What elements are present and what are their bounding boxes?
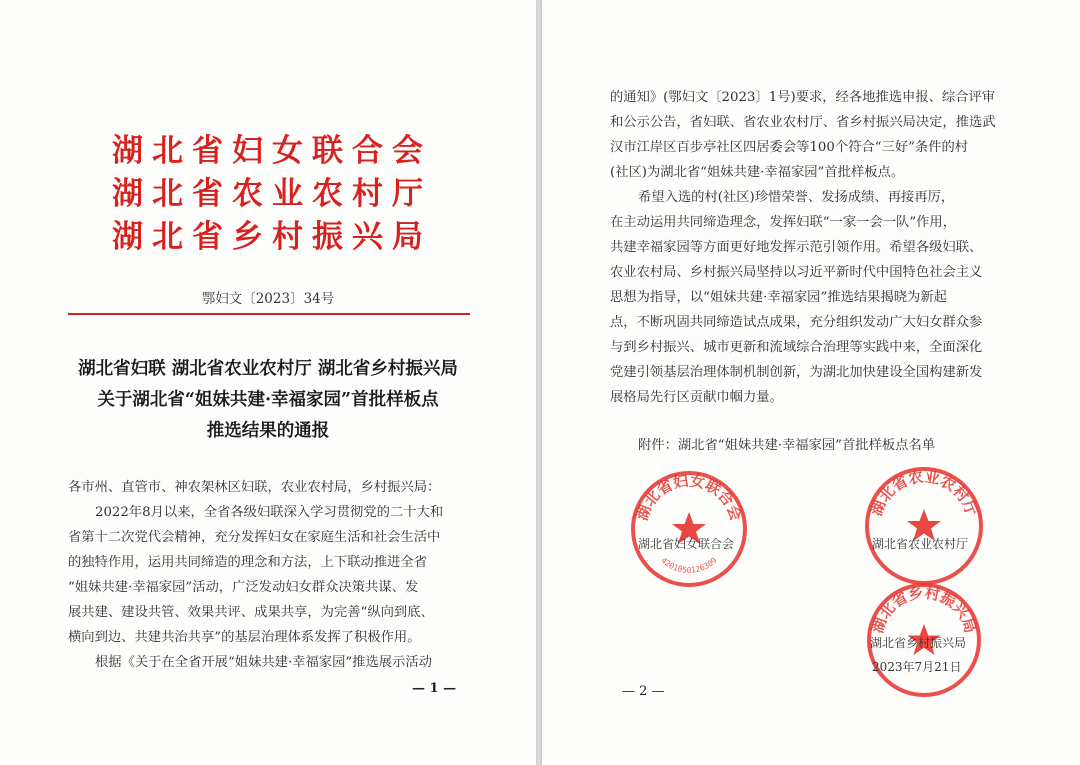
body-line: 农业农村局、乡村振兴局坚持以习近平新时代中国特色社会主义 [610, 265, 983, 280]
issuer-header [112, 130, 432, 259]
body-line: (社区)为湖北省“姐妹共建·幸福家园”首批样板点。 [610, 165, 905, 180]
body-line: 的通知》(鄂妇文〔2023〕1号)要求，经各地推选申报、综合评审 [610, 90, 996, 105]
header-line-3: 湖北省乡村振兴局 [112, 219, 432, 255]
addressee: 各市州、直管市、神农架林区妇联，农业农村局，乡村振兴局： [68, 480, 441, 495]
body-line: 思想为指导，以“姐妹共建·幸福家园”推选结果揭晓为新起 [610, 290, 947, 305]
signature-rural-revitalization: 湖北省乡村振兴局 [870, 636, 967, 650]
page-number: — 2 — [622, 684, 665, 699]
title-line-3: 推选结果的通报 [206, 421, 330, 441]
signature-womens-federation: 湖北省妇女联合会 [638, 537, 735, 551]
womens-federation-seal [628, 468, 750, 590]
body-line: 汉市江岸区百步亭社区四居委会等100个符合“三好”条件的村 [610, 140, 969, 155]
red-divider [68, 313, 470, 315]
body-line: 展格局先行区贡献巾帼力量。 [610, 390, 783, 405]
body-line: 党建引领基层治理体制机制创新，为湖北加快建设全国构建新发 [610, 365, 983, 380]
attachment-note: 附件：湖北省“姐妹共建·幸福家园”首批样板点名单 [638, 438, 936, 453]
page-number: — 1 — [412, 681, 457, 696]
body-line: 与到乡村振兴、城市更新和流域综合治理等实践中来，全面深化 [610, 340, 983, 355]
body-line: 点，不断巩固共同缔造试点成果，充分组织发动广大妇女群众参 [610, 315, 983, 330]
svg-text:4201050126309: 4201050126309 [659, 555, 719, 575]
document-number: 鄂妇文〔2023〕34号 [201, 291, 335, 307]
svg-text:湖北省妇女联合会: 湖北省妇女联合会 [632, 471, 746, 523]
body-line: 2022年8月以来，全省各级妇联深入学习贯彻党的二十大和 [95, 505, 444, 520]
body-line: 的独特作用，运用共同缔造的理念和方法，上下联动推进全省 [68, 555, 428, 570]
body-line: 和公示公告，省妇联、省农业农村厅、省乡村振兴局决定，推选武 [610, 115, 996, 130]
svg-text:湖北省乡村振兴局: 湖北省乡村振兴局 [868, 583, 980, 636]
issue-date: 2023年7月21日 [872, 660, 962, 674]
signature-agriculture-department: 湖北省农业农村厅 [872, 537, 969, 551]
body-line: 共建幸福家园等方面更好地发挥示范引领作用。希望各级妇联、 [610, 240, 983, 255]
title-line-1: 湖北省妇联 湖北省农业农村厅 湖北省乡村振兴局 [78, 359, 458, 379]
svg-text:湖北省农业农村厅: 湖北省农业农村厅 [867, 467, 981, 519]
page-1 [0, 0, 537, 765]
body-line: “姐妹共建·幸福家园”活动，广泛发动妇女群众决策共谋、发 [68, 580, 419, 595]
body-line: 省第十二次党代会精神，充分发挥妇女在家庭生活和社会生活中 [68, 530, 441, 545]
header-line-2: 湖北省农业农村厅 [112, 176, 432, 212]
body-line: 根据《关于在全省开展“姐妹共建·幸福家园”推选展示活动 [95, 655, 432, 670]
body-line: 希望入选的村(社区)珍惜荣誉、发扬成绩、再接再厉， [638, 190, 955, 205]
page-2 [542, 0, 1080, 765]
body-line: 横向到边、共建共治共享”的基层治理体系发挥了积极作用。 [68, 630, 421, 645]
body-line: 展共建、建设共管、效果共评、成果共享，为完善“纵向到底、 [68, 605, 434, 620]
header-line-1: 湖北省妇女联合会 [112, 133, 432, 169]
document-title [40, 354, 496, 447]
body-line: 在主动运用共同缔造理念，发挥妇联“一家一会一队”作用， [610, 215, 957, 230]
agriculture-department-seal [862, 464, 986, 588]
title-line-2: 关于湖北省“姐妹共建·幸福家园”首批样板点 [97, 390, 439, 410]
